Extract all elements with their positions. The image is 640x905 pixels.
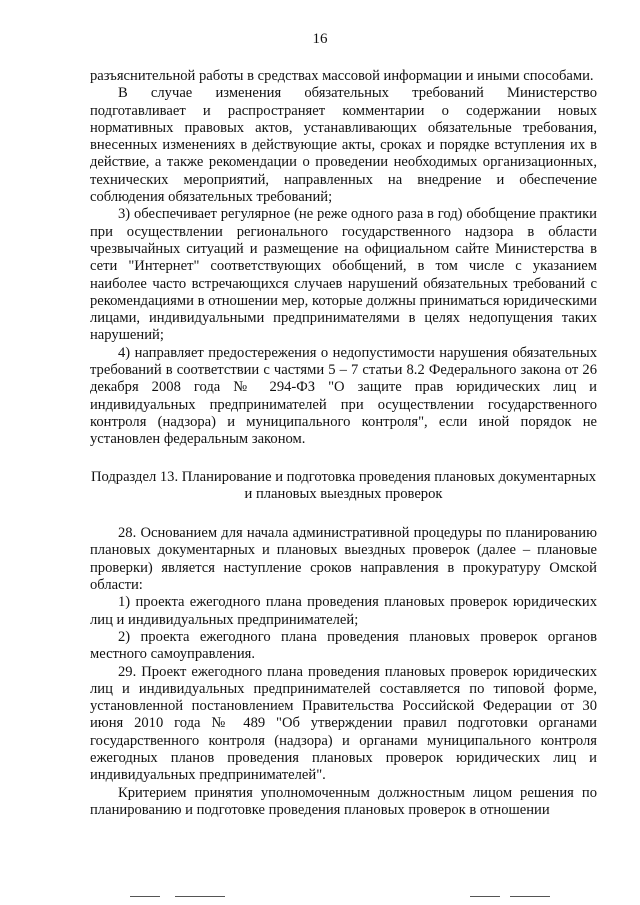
paragraph: разъяснительной работы в средствах массовой информации и иными способами.	[90, 68, 594, 84]
paragraph: 4) направляет предостережения о недопустимости нарушения обязательных требований в соответствии с частями 5 – 7 статьи 8.2 Федерального закона от 26 декабря 2008 года № 294-ФЗ "О защите прав юридических лиц и индивидуальных предпринимателей при осуществлении государственного контроля (надзора) и муниципального контроля", если иной порядок не установлен федеральным законом.	[90, 344, 597, 448]
page-number: 16	[312, 31, 328, 47]
paragraph: В случае изменения обязательных требований Министерство подготавливает и распространяет комментарии о содержании новых нормативных правовых актов, устанавливающих обязательные требования, внесенных изменениях в действующие акты, сроках и порядке вступления их в действие, а также рекомендации о проведении необходимых организационных, технических мероприятий, направленных на внедрение и обеспечение соблюдения обязательных требований;	[90, 85, 597, 206]
document-body	[90, 68, 597, 819]
section-heading: Подраздел 13. Планирование и подготовка проведения плановых документарных и плановых выездных проверок	[90, 468, 597, 502]
paragraph: 29. Проект ежегодного плана проведения плановых проверок юридических лиц и индивидуальных предпринимателей составляется по типовой форме, установленной постановлением Правительства Российской Федерации от 30 июня 2010 года № 489 "Об утверждении правил подготовки органами государственного контроля (надзора) и органами муниципального контроля ежегодных планов проведения плановых проверок юридических лиц и индивидуальных предпринимателей".	[90, 663, 597, 784]
scan-artifact-lines	[0, 892, 640, 902]
paragraph: 3) обеспечивает регулярное (не реже одного раза в год) обобщение практики при осуществлении регионального государственного надзора в области чрезвычайных ситуаций и размещение на официальном сайте Министерства в сети "Интернет" соответствующих обобщений, в том числе с указанием наиболее часто встречающихся случаев нарушений обязательных требований с рекомендациями в отношении мер, которые должны приниматься юридическими лицами, индивидуальными предпринимателями в целях недопущения таких нарушений;	[90, 206, 597, 344]
paragraph: 1) проекта ежегодного плана проведения плановых проверок юридических лиц и индивидуальных предпринимателей;	[90, 594, 597, 628]
paragraph: 2) проекта ежегодного плана проведения плановых проверок органов местного самоуправления.	[90, 628, 597, 663]
paragraph: 28. Основанием для начала административной процедуры по планированию плановых документарных и плановых выездных проверок (далее – плановые проверки) является наступление сроков направления в прокуратуру Омской области:	[90, 525, 597, 594]
paragraph: Критерием принятия уполномоченным должностным лицом решения по планированию и подготовке проведения плановых проверок в отношении	[90, 784, 597, 818]
